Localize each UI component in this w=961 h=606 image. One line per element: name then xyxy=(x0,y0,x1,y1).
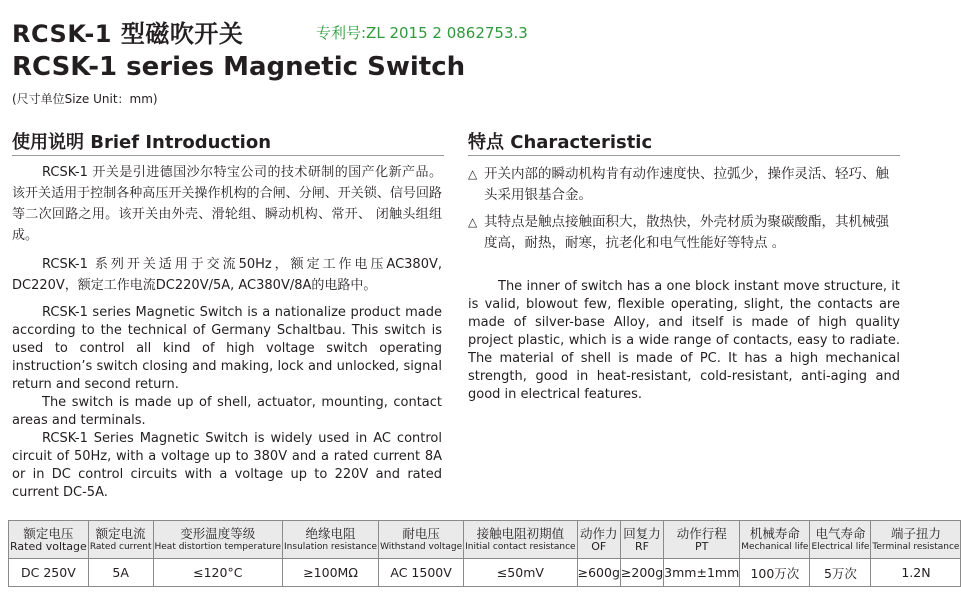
spec-header-en: Withstand voltage xyxy=(380,542,463,552)
spec-header-en: Mechanical life xyxy=(741,542,809,552)
spec-header-en: RF xyxy=(635,540,650,553)
spec-value-row xyxy=(9,559,961,587)
spec-header-cn: 动作力 xyxy=(579,526,618,541)
spec-header-en: Insulation resistance xyxy=(284,542,378,552)
title-english: RCSK-1 series Magnetic Switch xyxy=(12,52,466,82)
spec-header-cell xyxy=(153,521,283,559)
spec-header-cell xyxy=(379,521,464,559)
spec-header-en: Rated voltage xyxy=(10,540,87,553)
characteristic-bullet xyxy=(468,164,900,206)
spec-header-en: Rated current xyxy=(89,542,152,552)
spec-header-row xyxy=(9,521,961,559)
spec-header-en: PT xyxy=(695,540,709,553)
spec-header-en: OF xyxy=(591,540,607,553)
spec-value-cell: 3mm±1mm xyxy=(664,559,740,587)
characteristic-body xyxy=(468,164,900,404)
spec-header-cell xyxy=(810,521,871,559)
spec-header-cn: 回复力 xyxy=(623,526,661,541)
spec-header-cell xyxy=(577,521,620,559)
characteristic-divider xyxy=(468,155,900,156)
intro-paragraph-en-1: RCSK-1 series Magnetic Switch is a nationalize product made according to the technical of Germany Schaltbau. This switch is used to control all kind of high voltage switch operating instruction’s switch closing and making, lock and unlocked, signal return and second return. xyxy=(12,305,442,392)
spec-header-en: Terminal resistance xyxy=(872,542,960,552)
spec-header-cn: 端子扭力 xyxy=(890,526,941,541)
spec-header-en: Heat distortion temperature xyxy=(154,542,282,552)
spec-header-cell xyxy=(283,521,379,559)
spec-header-cn: 额定电流 xyxy=(95,526,146,541)
spec-header-cell xyxy=(9,521,89,559)
spec-header-cn: 额定电压 xyxy=(23,526,74,541)
spec-value-cell: ≥100MΩ xyxy=(283,559,379,587)
patent-number: 专利号:ZL 2015 2 0862753.3 xyxy=(316,24,528,42)
intro-paragraph-cn-1: RCSK-1 开关是引进德国沙尔特宝公司的技术研制的国产化新产品。该开关适用于控制各种高压开关操作机构的合闸、分闸、开关锁、信号回路等二次回路之用。该开关由外壳、滑轮组、瞬动机构、常开、 闭触头组组成。 xyxy=(12,165,442,243)
spec-header-cell xyxy=(88,521,153,559)
spec-header-cn: 变形温度等级 xyxy=(180,526,256,541)
triangle-bullet-icon: △ xyxy=(468,215,478,229)
spec-header-cn: 耐电压 xyxy=(402,526,440,541)
spec-header-cell xyxy=(740,521,810,559)
intro-heading: 使用说明 Brief Introduction xyxy=(12,132,272,153)
spec-value-cell: 1.2N xyxy=(871,559,961,587)
spec-table xyxy=(8,520,961,587)
spec-header-cn: 绝缘电阻 xyxy=(305,526,356,541)
spec-value-cell: 5万次 xyxy=(810,559,871,587)
spec-header-cell xyxy=(664,521,740,559)
spec-value-cell: 5A xyxy=(88,559,153,587)
spec-value-cell: ≥600g xyxy=(577,559,620,587)
characteristic-heading: 特点 Characteristic xyxy=(468,132,653,153)
spec-value-cell: DC 250V xyxy=(9,559,89,587)
spec-header-cn: 接触电阻初期值 xyxy=(476,526,565,541)
spec-header-cn: 电气寿命 xyxy=(815,526,866,541)
spec-value-cell: ≥200g xyxy=(620,559,663,587)
spec-header-cn: 机械寿命 xyxy=(749,526,800,541)
spec-header-en: Electrical life xyxy=(811,542,870,552)
characteristic-bullet xyxy=(468,212,900,254)
spec-value-cell: ≤50mV xyxy=(464,559,577,587)
intro-divider xyxy=(12,155,444,156)
intro-paragraph-en-3: RCSK-1 Series Magnetic Switch is widely used in AC control circuit of 50Hz, with a voltage up to 380V and a rated current 8A or in DC control circuits with a voltage up to 220V and rated current DC-5A. xyxy=(12,431,442,500)
spec-value-cell: ≤120°C xyxy=(153,559,283,587)
characteristic-bullet-text: 其特点是触点接触面积大，散热快，外壳材质为聚碳酸酯，其机械强度高，耐热，耐寒，抗老化和电气性能好等特点 。 xyxy=(484,214,889,251)
spec-header-cell xyxy=(620,521,663,559)
characteristic-paragraph-en: The inner of switch has a one block instant move structure, it is valid, blowout few, flexible operating, slight, the contacts are made of silver-base Alloy, and itself is made of high quality project plastic, which is a wide range of contacts, easy to radiate. The material of shell is made of PC. It has a high mechanical strength, good in heat-resistant, cold-resistant, anti-aging and good in electrical features. xyxy=(468,279,900,402)
spec-header-cn: 动作行程 xyxy=(676,526,727,541)
intro-paragraph-en-2: The switch is made up of shell, actuator, mounting, contact areas and terminals. xyxy=(12,395,442,428)
spec-header-cell xyxy=(464,521,577,559)
triangle-bullet-icon: △ xyxy=(468,167,478,181)
spec-header-cell xyxy=(871,521,961,559)
spec-header-en: Initial contact resistance xyxy=(465,542,576,552)
spec-value-cell: AC 1500V xyxy=(379,559,464,587)
size-unit-note: (尺寸单位Size Unit：mm) xyxy=(12,92,158,106)
intro-body xyxy=(12,162,442,502)
spec-value-cell: 100万次 xyxy=(740,559,810,587)
title-chinese: RCSK-1 型磁吹开关 xyxy=(12,20,244,48)
characteristic-bullet-text: 开关内部的瞬动机构肯有动作速度快、拉弧少，操作灵活、轻巧、触头采用银基合金。 xyxy=(484,166,889,203)
intro-paragraph-cn-2: RCSK-1 系列开关适用于交流50Hz，额定工作电压AC380V, DC220V，额定工作电流DC220V/5A, AC380V/8A的电路中。 xyxy=(12,257,442,293)
